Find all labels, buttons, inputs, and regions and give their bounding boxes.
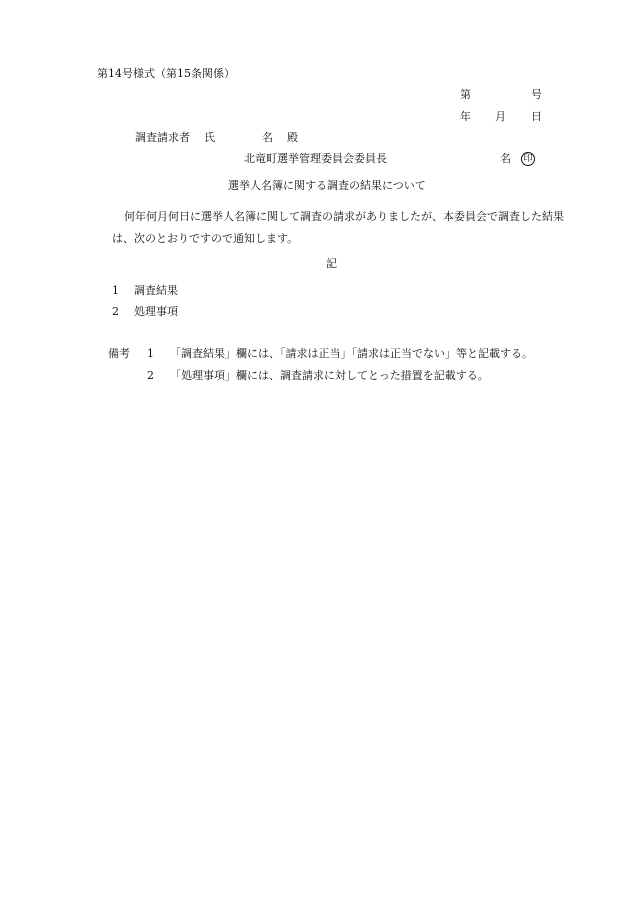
recipient-dono: 殿 bbox=[287, 131, 298, 144]
item-number: 2 bbox=[112, 305, 119, 318]
recipient-mei: 名 bbox=[262, 131, 273, 144]
sender-committee: 北竜町選挙管理委員会委員長 bbox=[244, 152, 387, 165]
body-paragraph: 何年何月何日に選挙人名簿に関して調査の請求がありましたが、本委員会で調査した結果は、次のとおりですので通知します。 bbox=[112, 210, 564, 245]
remark-text: 「調査結果」欄には、「請求は正当」「請求は正当でない」等と記載する。 bbox=[170, 347, 533, 360]
ki-heading: 記 bbox=[326, 257, 337, 270]
form-title: 第14号様式（第15条関係） bbox=[97, 67, 235, 80]
seal-char: 印 bbox=[523, 153, 533, 164]
seal-mark bbox=[521, 152, 535, 166]
remark-text: 「処理事項」欄には、調査請求に対してとった措置を記載する。 bbox=[170, 369, 489, 382]
recipient-shi: 氏 bbox=[204, 131, 215, 144]
date-month: 月 bbox=[495, 110, 506, 123]
item-text: 処理事項 bbox=[134, 305, 178, 318]
remark-number: 2 bbox=[147, 369, 154, 382]
recipient-label: 調査請求者 bbox=[135, 131, 190, 144]
date-day: 日 bbox=[531, 110, 542, 123]
remarks-label: 備考 bbox=[108, 347, 130, 360]
number-prefix: 第 bbox=[460, 88, 471, 101]
document-subject: 選挙人名簿に関する調査の結果について bbox=[228, 179, 426, 192]
remark-number: 1 bbox=[147, 347, 154, 360]
number-suffix: 号 bbox=[531, 88, 542, 101]
item-text: 調査結果 bbox=[134, 284, 178, 297]
sender-mei: 名 bbox=[500, 152, 511, 165]
date-year: 年 bbox=[460, 110, 471, 123]
item-number: 1 bbox=[112, 284, 119, 297]
